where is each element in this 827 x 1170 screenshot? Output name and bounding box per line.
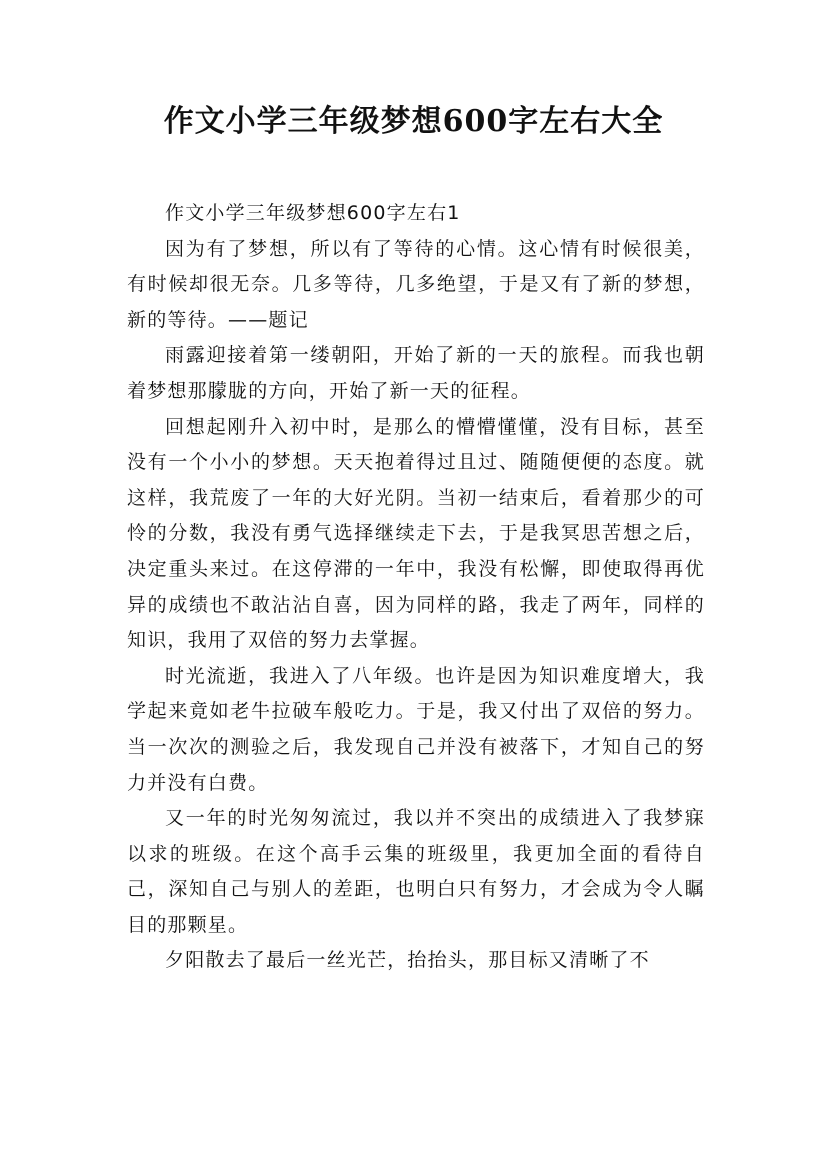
paragraph: 又一年的时光匆匆流过，我以并不突出的成绩进入了我梦寐以求的班级。在这个高手云集的班级里，我更加全面的看待自己，深知自己与别人的差距，也明白只有努力，才会成为令人瞩目的那颗星。 (127, 807, 705, 936)
paragraph: 时光流逝，我进入了八年级。也许是因为知识难度增大，我学起来竟如老牛拉破车般吃力。于是，我又付出了双倍的努力。当一次次的测验之后，我发现自己并没有被落下，才知自己的努力并没有白费。 (127, 664, 705, 794)
document-body (127, 196, 705, 979)
paragraph: 夕阳散去了最后一丝光芒，抬抬头，那目标又清晰了不 (165, 949, 650, 972)
document-title: 作文小学三年级梦想600字左右大全 (163, 104, 664, 139)
paragraph: 回想起刚升入初中时，是那么的懵懵懂懂，没有目标，甚至没有一个小小的梦想。天天抱着得过且过、随随便便的态度。就这样，我荒废了一年的大好光阴。当初一结束后，看着那少的可怜的分数，我没有勇气选择继续走下去，于是我冥思苦想之后，决定重头来过。在这停滞的一年中，我没有松懈，即使取得再优异的成绩也不敢沾沾自喜，因为同样的路，我走了两年，同样的知识，我用了双倍的努力去掌握。 (127, 415, 705, 652)
paragraph: 因为有了梦想，所以有了等待的心情。这心情有时候很美，有时候却很无奈。几多等待，几多绝望，于是又有了新的梦想，新的等待。——题记 (127, 237, 705, 331)
paragraph: 雨露迎接着第一缕朝阳，开始了新的一天的旅程。而我也朝着梦想那朦胧的方向，开始了新一天的征程。 (127, 344, 705, 402)
essay-subtitle: 作文小学三年级梦想600字左右1 (165, 202, 461, 224)
